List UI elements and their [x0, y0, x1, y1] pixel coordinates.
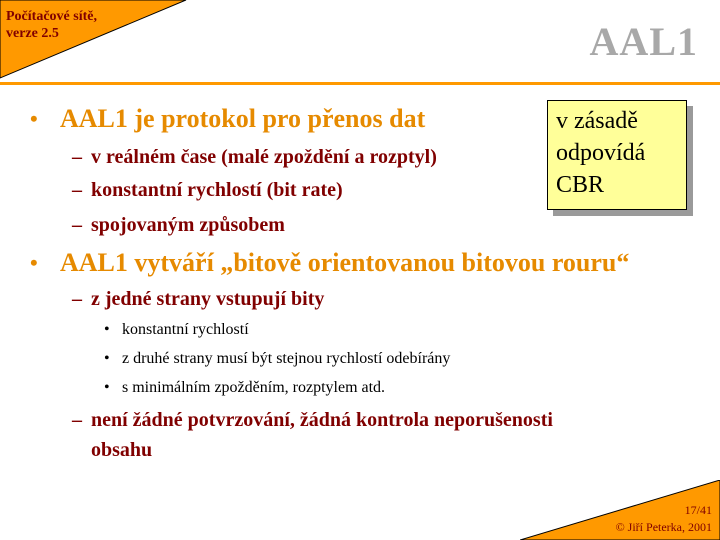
copyright: © Jiří Peterka, 2001 [615, 520, 712, 534]
bullet-dot-icon: • [30, 106, 38, 131]
note-line: CBR [556, 172, 605, 198]
bullet-dot-icon: • [104, 379, 110, 396]
bullet-text: s minimálním zpožděním, rozptylem atd. [122, 379, 386, 396]
page-number: 17/41 [684, 503, 712, 517]
course-title-line-2: verze 2.5 [6, 26, 59, 41]
bullet-dot-icon: • [30, 250, 38, 275]
bullet-text: z druhé strany musí být stejnou rychlostí odebírány [122, 350, 451, 367]
bullet-text-continuation: obsahu [91, 439, 153, 461]
bullet-dot-icon: • [104, 321, 110, 338]
bullet-text: konstantní rychlostí [122, 321, 249, 338]
course-title [6, 8, 146, 42]
bullet-dot-icon: • [104, 350, 110, 367]
corner-decoration-bottom-right [520, 480, 720, 540]
dash-icon: – [72, 288, 82, 310]
dash-icon: – [72, 179, 82, 201]
bullet-text: v reálném čase (malé zpoždění a rozptyl) [91, 146, 437, 168]
corner-decoration-top-left [0, 0, 190, 80]
bullet-text: spojovaným způsobem [91, 214, 285, 236]
note-text [556, 105, 682, 201]
bullet-text: není žádné potvrzování, žádná kontrola neporušenosti [91, 409, 553, 431]
bullet-text: z jedné strany vstupují bity [91, 288, 325, 310]
dash-icon: – [72, 409, 82, 431]
dash-icon: – [72, 214, 82, 236]
note-line: odpovídá [556, 140, 646, 166]
note-box [547, 100, 687, 210]
title-divider [0, 82, 720, 85]
bullet-text: AAL1 je protokol pro přenos dat [60, 104, 426, 133]
dash-icon: – [72, 146, 82, 168]
course-title-line-1: Počítačové sítě, [6, 9, 97, 24]
slide-title: AAL1 [589, 19, 698, 64]
bullet-text: AAL1 vytváří „bitově orientovanou bitovou rouru“ [60, 248, 630, 277]
bullet-text: konstantní rychlostí (bit rate) [91, 179, 343, 201]
note-line: v zásadě [556, 108, 638, 134]
